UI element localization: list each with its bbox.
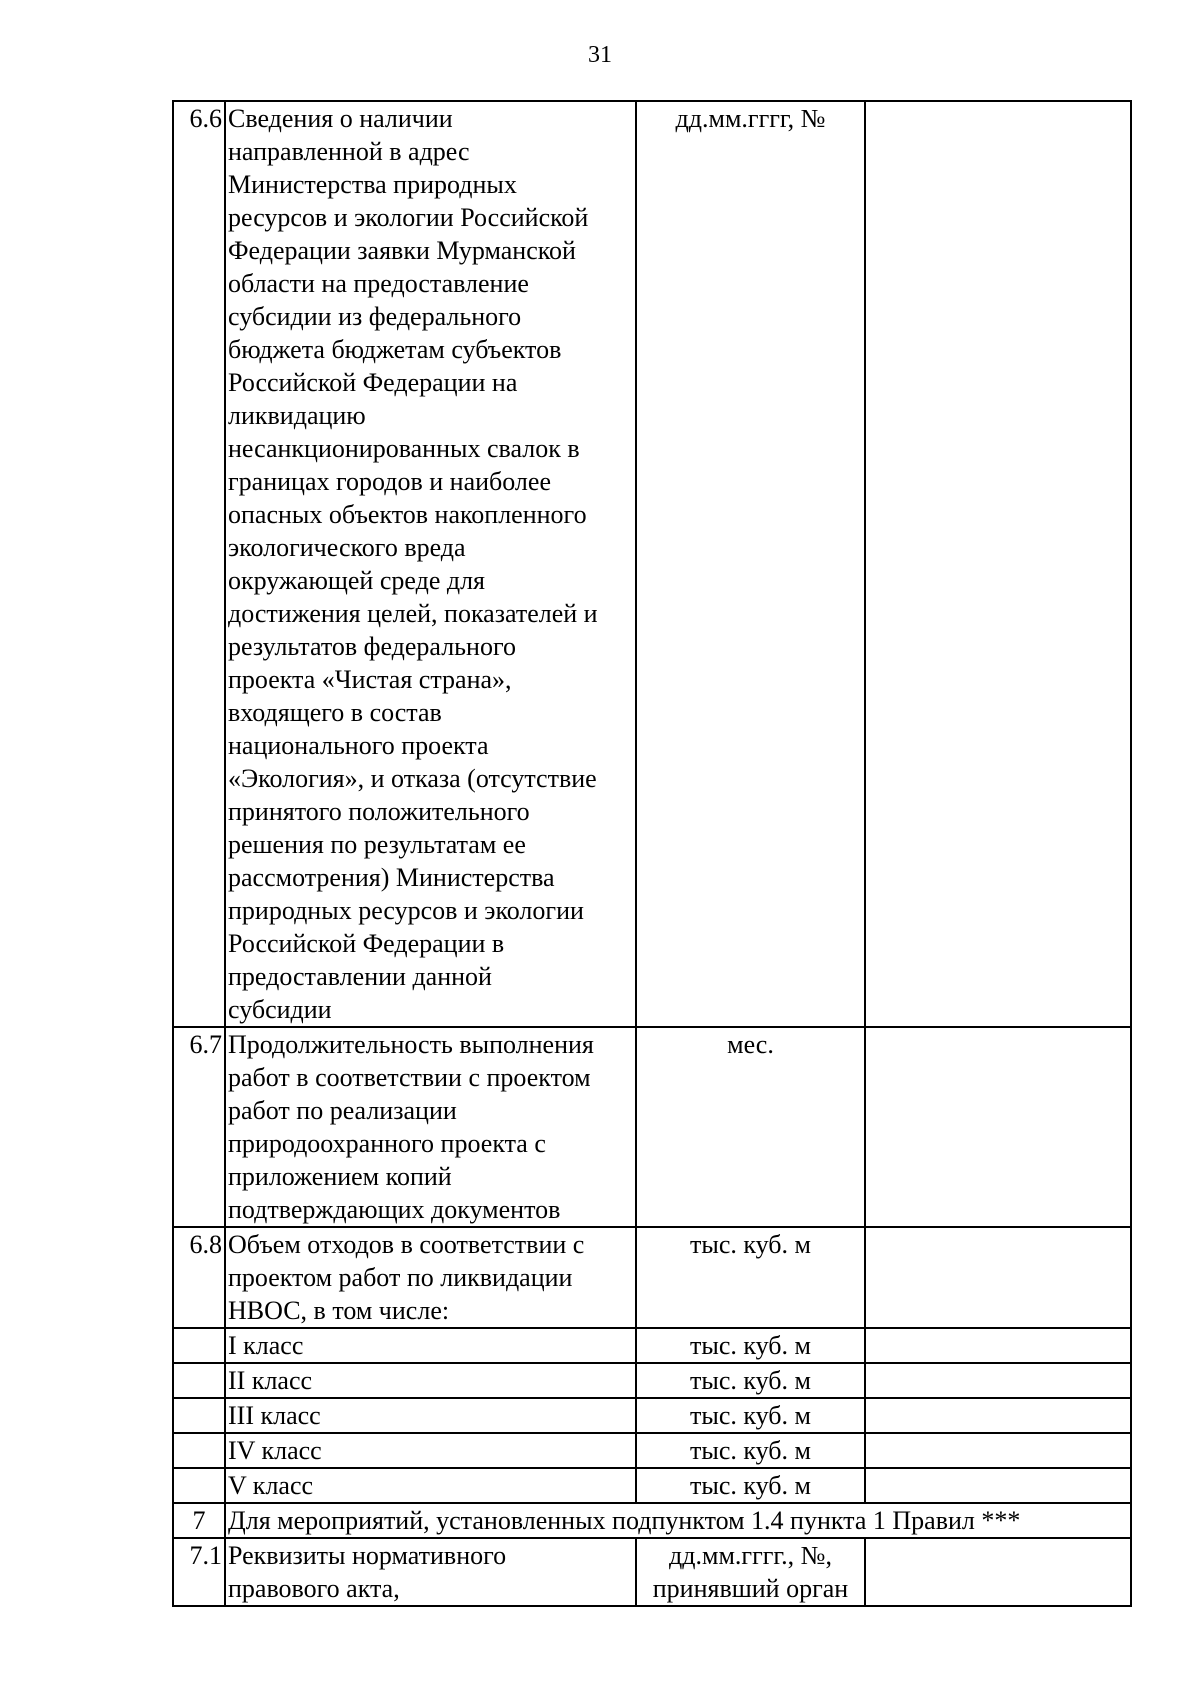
row-unit: мес. xyxy=(636,1027,865,1227)
row-number xyxy=(173,1328,225,1363)
row-value-cell[interactable] xyxy=(865,1468,1131,1503)
row-unit: тыс. куб. м xyxy=(636,1398,865,1433)
row-number xyxy=(173,1363,225,1398)
page-number: 31 xyxy=(588,42,612,68)
row-description: Реквизиты нормативного правового акта, xyxy=(225,1538,636,1606)
row-value-cell[interactable] xyxy=(865,1363,1131,1398)
table-row-class-5 xyxy=(173,1468,1131,1503)
section-heading: Для мероприятий, установленных подпунктом 1.4 пункта 1 Правил *** xyxy=(225,1503,1131,1538)
row-number: 7.1 xyxy=(173,1538,225,1606)
row-description: V класс xyxy=(225,1468,636,1503)
row-number xyxy=(173,1433,225,1468)
row-unit: тыс. куб. м xyxy=(636,1328,865,1363)
row-description: IV класс xyxy=(225,1433,636,1468)
row-value-cell[interactable] xyxy=(865,1027,1131,1227)
table-row-6-6 xyxy=(173,101,1131,1027)
table-row-class-4 xyxy=(173,1433,1131,1468)
table-row-6-7 xyxy=(173,1027,1131,1227)
row-value-cell[interactable] xyxy=(865,1328,1131,1363)
row-description: Сведения о наличии направленной в адрес Министерства природных ресурсов и экологии Российской Федерации заявки Мурманской области на предоставление субсидии из федерального бюджета бюджетам субъектов Российской Федерации на ликвидацию несанкционированных свалок в границах городов и наиболее опасных объектов накопленного экологического вреда окружающей среде для достижения целей, показателей и результатов федерального проекта «Чистая страна», входящего в состав национального проекта «Экология», и отказа (отсутствие принятого положительного решения по результатам ее рассмотрения) Министерства природных ресурсов и экологии Российской Федерации в предоставлении данной субсидии xyxy=(225,101,636,1027)
row-number: 6.8 xyxy=(173,1227,225,1328)
table-row-class-2 xyxy=(173,1363,1131,1398)
row-description: III класс xyxy=(225,1398,636,1433)
table-row-7-1 xyxy=(173,1538,1131,1606)
row-value-cell[interactable] xyxy=(865,1538,1131,1606)
row-value-cell[interactable] xyxy=(865,1227,1131,1328)
row-value-cell[interactable] xyxy=(865,1398,1131,1433)
row-number: 6.6 xyxy=(173,101,225,1027)
row-description: Продолжительность выполнения работ в соответствии с проектом работ по реализации природоохранного проекта с приложением копий подтверждающих документов xyxy=(225,1027,636,1227)
section-number: 7 xyxy=(173,1503,225,1538)
row-unit: дд.мм.гггг., №, принявший орган xyxy=(636,1538,865,1606)
row-number: 6.7 xyxy=(173,1027,225,1227)
row-unit: тыс. куб. м xyxy=(636,1363,865,1398)
row-value-cell[interactable] xyxy=(865,101,1131,1027)
row-number xyxy=(173,1398,225,1433)
row-description: Объем отходов в соответствии с проектом работ по ликвидации НВОС, в том числе: xyxy=(225,1227,636,1328)
table-row-section-7 xyxy=(173,1503,1131,1538)
row-unit: тыс. куб. м xyxy=(636,1468,865,1503)
document-table xyxy=(172,100,1132,1607)
table-row-6-8 xyxy=(173,1227,1131,1328)
table-row-class-3 xyxy=(173,1398,1131,1433)
row-description: II класс xyxy=(225,1363,636,1398)
row-unit: тыс. куб. м xyxy=(636,1433,865,1468)
row-unit: дд.мм.гггг, № xyxy=(636,101,865,1027)
row-description: I класс xyxy=(225,1328,636,1363)
row-value-cell[interactable] xyxy=(865,1433,1131,1468)
table-row-class-1 xyxy=(173,1328,1131,1363)
row-unit: тыс. куб. м xyxy=(636,1227,865,1328)
row-number xyxy=(173,1468,225,1503)
